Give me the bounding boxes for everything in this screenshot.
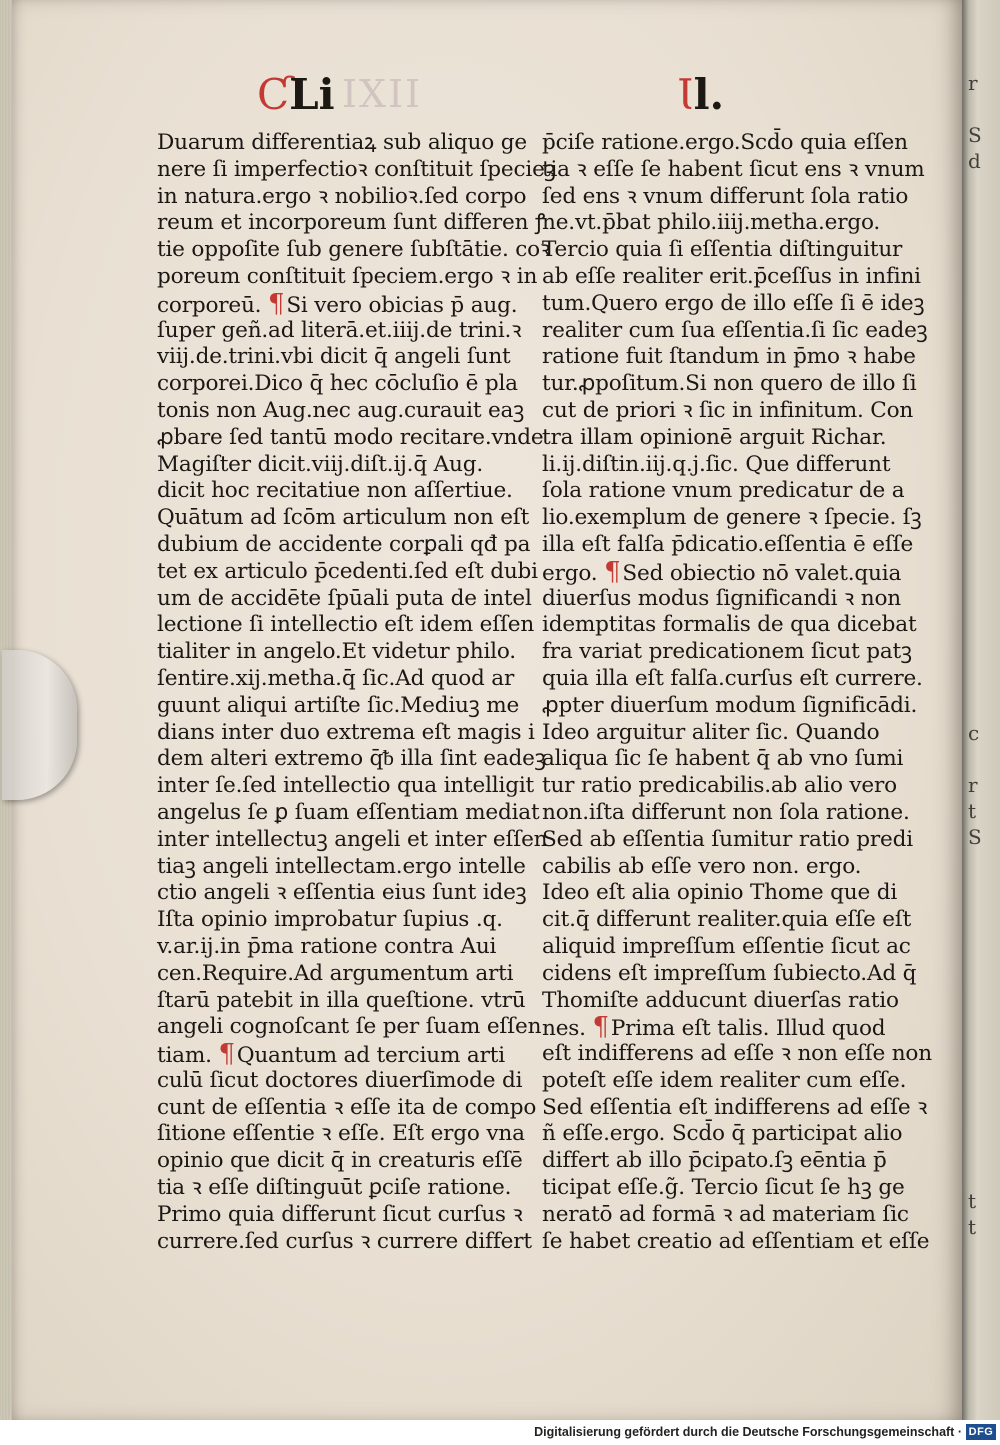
text-line: tet ex articulo p̄cedenti.ſed eſt dubi	[157, 558, 538, 584]
text-line: ſtarū patebit in illa queſtione. vtrū	[157, 987, 526, 1013]
text-line: Iſta opinio improbatur ſupius .q.	[157, 907, 503, 933]
text-line: ſentire.xij.metha.q̄ ſic.Ad quod ar	[157, 665, 515, 691]
text-line: corporeū. ¶Si vero obicias p̄ aug.	[157, 288, 518, 319]
text-line: poreum conſtituit ſpeciem.ergo ꝛ in	[157, 263, 538, 289]
text-line: p̄ciſe ratione.ergo.Scd̄o quia eſſen	[542, 130, 908, 155]
text-line: quia illa eſt falſa.curſus eſt currere.	[542, 665, 923, 691]
book-page	[12, 0, 967, 1420]
text-line: ergo. ¶Sed obiectio nō valet.quia	[542, 556, 902, 587]
text-line: ſe habet creatio ad eſſentiam et eſſe	[542, 1228, 930, 1254]
text-line: tonis non Aug.nec aug.curauit eaꝫ	[157, 397, 525, 423]
text-line: cabilis ab eſſe vero non. ergo.	[542, 853, 862, 879]
text-line: ꝓbare ſed tantū modo recitare.vnde	[157, 424, 544, 450]
text-line: tia ꝛ eſſe ſe habent ſicut ens ꝛ vnum	[542, 156, 925, 182]
text-line: culū ſicut doctores diuerſimode di	[157, 1067, 523, 1093]
text-line: ñ eſſe.ergo. Scd̄o q̄ participat alio	[542, 1121, 903, 1147]
text-line: angeli cognoſcant ſe per ſuam eſſen	[157, 1014, 542, 1040]
text-line: tum.Quero ergo de illo eſſe ſi ē ideꝫ	[542, 290, 925, 316]
text-line: non.iſta differunt non ſola ratione.	[542, 799, 910, 825]
text-line: Thomiſte adducunt diuerſas ratio	[542, 987, 899, 1013]
text-line: li.ij.diſtin.iij.q.j.ſic. Que differunt	[542, 451, 891, 477]
text-line: um de accidēte ſpūali puta de intel	[157, 585, 532, 611]
text-line: tur ratio predicabilis.ab alio vero	[542, 773, 897, 799]
text-line: lectione ſi intellectio eſt idem eſſen	[157, 612, 535, 638]
text-line: cit.q̄ differunt realiter.quia eſſe eſt	[542, 907, 912, 933]
rubric-mark: Ɩ	[677, 70, 694, 119]
page-clip	[2, 650, 77, 800]
text-line: corporei.Dico q̄ hec cōcluſio ē pla	[157, 371, 518, 397]
text-line: opinio que dicit q̄ in creaturis eſſē	[157, 1148, 523, 1174]
text-line: dicit hoc recitatiue non aſſertiue.	[157, 478, 513, 504]
rubric-paragraph-mark: ¶	[267, 288, 285, 319]
rubric-mark: Ƈ	[257, 70, 290, 119]
text-line: reum et incorporeum ſunt differen ꝭ	[157, 210, 546, 236]
text-line: inter ſe.ſed intellectio qua intelligit	[157, 773, 535, 799]
text-line: ctio angeli ꝛ eſſentia eius ſunt ideꝫ	[157, 880, 527, 906]
running-head-right-text: l.	[693, 70, 725, 119]
text-line: cidens eſt impreſſum ſubiecto.Ad q̄	[542, 960, 917, 986]
text-line: nes. ¶Prima eſt talis. Illud quod	[542, 1012, 886, 1043]
text-line: diuerſus modus ſignificandi ꝛ non	[542, 585, 901, 611]
text-line: tie oppoſite ſub genere ſubſtātie. coꝛ	[157, 237, 551, 263]
text-line: Ideo arguitur aliter ſic. Quando	[542, 719, 880, 745]
text-line: nere ſi imperfectioꝛ conſtituit ſpecieꝫ	[157, 156, 556, 182]
text-line: v.ar.ij.in p̄ma ratione contra Aui	[157, 933, 497, 959]
running-head-left-text: Li	[289, 70, 335, 119]
text-line: viij.de.trini.vbi dicit q̄ angeli ſunt	[157, 344, 511, 370]
digitization-footer	[0, 1420, 1000, 1445]
text-line: ꝓpter diuerſum modum ſignificādi.	[542, 692, 918, 718]
text-column-right	[542, 130, 932, 1255]
text-line: lio.exemplum de genere ꝛ ſpecie. ſꝫ	[542, 505, 922, 531]
text-line: ſuper geñ.ad literā.et.iiij.de trini.ꝛ	[157, 317, 522, 343]
bleed-through-heading: IXII	[342, 72, 423, 116]
text-column-left	[157, 130, 556, 1255]
text-line: Tercio quia ſi eſſentia diſtinguitur	[542, 237, 903, 263]
running-head-right	[677, 70, 724, 120]
adjacent-page-text: r S d c r t S t t	[968, 71, 981, 1239]
text-line: cut de priori ꝛ ſic in infinitum. Con	[542, 397, 914, 423]
text-line: neratō ad formā ꝛ ad materiam ſic	[542, 1201, 909, 1227]
text-line: angelus ſe ꝑ ſuam eſſentiam mediat	[157, 799, 540, 825]
text-line: illa eſt falſa p̄dicatio.eſſentia ē eſſe	[542, 531, 914, 557]
text-line: tur.ꝓpoſitum.Si non quero de illo ſi	[542, 371, 917, 397]
text-line: ſed ens ꝛ vnum differunt ſola ratio	[542, 183, 909, 209]
text-line: ſola ratione vnum predicatur de a	[542, 478, 905, 504]
text-line: tiaꝫ angeli intellectam.ergo intelle	[157, 853, 526, 879]
text-line: cen.Require.Ad argumentum arti	[157, 960, 514, 986]
text-line: tia ꝛ eſſe diſtinguūt ꝑciſe ratione.	[157, 1175, 512, 1201]
running-head-left	[257, 70, 335, 120]
text-line: Ideo eſt alia opinio Thome que di	[542, 880, 898, 906]
text-line: Duarum differentiaꝝ sub aliquo ge	[157, 130, 527, 155]
text-line: Primo quia differunt ſicut curſus ꝛ	[157, 1201, 523, 1227]
text-line: cunt de eſſentia ꝛ eſſe ita de compo	[157, 1094, 537, 1120]
text-line: aliquid impreſſum eſſentie ſicut ac	[542, 933, 911, 959]
text-line: guunt aliqui artiſte ſic.Mediuꝫ me	[157, 692, 520, 718]
text-line: eſt indifferens ad eſſe ꝛ non eſſe non	[542, 1041, 932, 1067]
text-line: ne.vt.p̄bat philo.iiij.metha.ergo.	[542, 210, 881, 236]
text-line: tiam. ¶Quantum ad tercium arti	[157, 1039, 505, 1070]
text-line: Quātum ad ſcōm articulum non eſt	[157, 505, 530, 531]
rubric-paragraph-mark: ¶	[218, 1039, 235, 1070]
text-line: Sed ab eſſentia ſumitur ratio predi	[542, 826, 913, 852]
text-line: in natura.ergo ꝛ nobilioꝛ.ſed corpo	[157, 183, 527, 209]
text-line: aliqua ſic ſe habent q̄ ab vno ſumi	[542, 746, 904, 772]
text-line: dubium de accidente corꝑali qđ pa	[157, 531, 531, 557]
text-line: currere.ſed curſus ꝛ currere differt	[157, 1228, 532, 1254]
text-line: Sed eſſentia eſt indifferens ad eſſe ꝛ	[542, 1094, 928, 1120]
text-line: Magiſter dicit.viij.diſt.ij.q̄ Aug.	[157, 451, 483, 477]
text-line: poteſt eſſe idem realiter cum eſſe.	[542, 1067, 907, 1093]
rubric-paragraph-mark: ¶	[604, 556, 621, 587]
text-line: realiter cum ſua eſſentia.ſi ſic eadeꝫ	[542, 317, 928, 343]
text-line: dem alteri extremo q̄ᵬ illa ſint eadeꝫ	[157, 746, 546, 772]
text-line: dians inter duo extrema eſt magis i	[157, 719, 535, 745]
text-line: tialiter in angelo.Et videtur philo.	[157, 639, 516, 665]
text-line: fra variat predicationem ſicut patꝫ	[542, 639, 912, 665]
text-line: ab eſſe realiter erit.p̄ceſſus in infini	[542, 263, 921, 289]
text-line: tra illam opinionē arguit Richar.	[542, 424, 887, 450]
text-line: idemptitas formalis de qua dicebat	[542, 612, 917, 638]
text-line: differt ab illo p̄cipato.ſꝫ eēntia p̄	[542, 1148, 887, 1174]
text-line: ratione fuit ſtandum in p̄mo ꝛ habe	[542, 344, 916, 370]
text-line: ſitione eſſentie ꝛ eſſe. Eſt ergo vna	[157, 1121, 525, 1147]
funding-credit: Digitalisierung gefördert durch die Deutsche Forschungsgemeinschaft ·	[534, 1425, 962, 1439]
rubric-paragraph-mark: ¶	[592, 1012, 609, 1043]
text-line: inter intellectuꝫ angeli et inter eſſen	[157, 826, 548, 852]
dfg-logo: DFG	[966, 1424, 996, 1440]
text-line: ticipat eſſe.g̃. Tercio ſicut ſe hꝫ ge	[542, 1175, 905, 1201]
